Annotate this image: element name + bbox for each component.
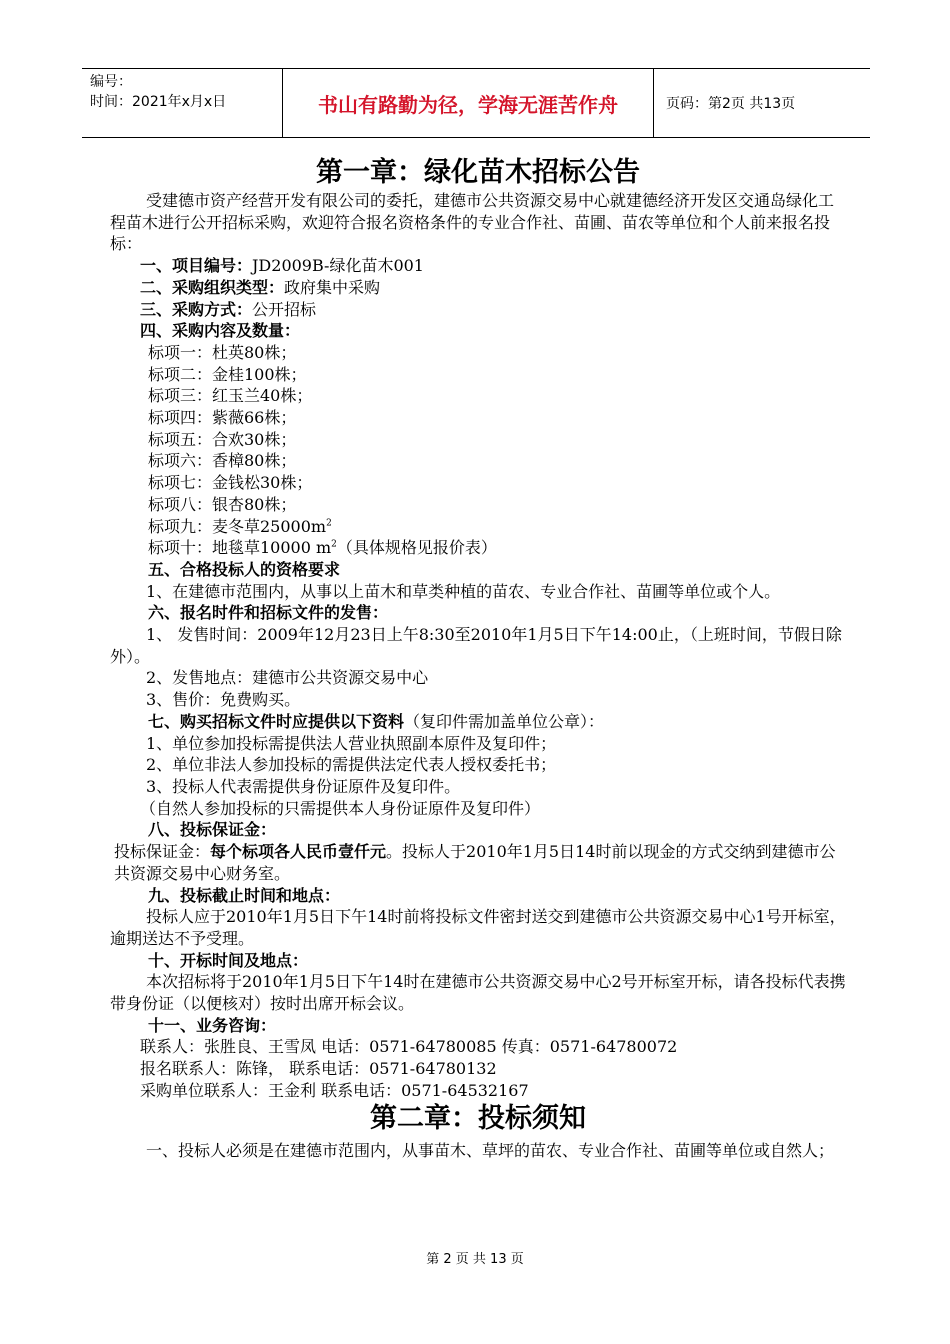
section-5-label: 五、合格投标人的资格要求 bbox=[148, 559, 341, 579]
list-item: 标项三：红玉兰40株； bbox=[148, 386, 313, 406]
page-header bbox=[82, 68, 870, 138]
section-7-p1: 1、单位参加投标需提供法人营业执照副本原件及复印件； bbox=[146, 733, 557, 753]
contact-line-1: 联系人：张胜良、王雪凤 电话：0571-64780085 传真：0571-64780072 bbox=[140, 1037, 678, 1057]
item-list bbox=[110, 342, 846, 559]
section-11-label: 十一、业务咨询： bbox=[148, 1015, 277, 1035]
section-7-label: 七、购买招标文件时应提供以下资料 bbox=[148, 711, 405, 731]
list-item: 标项五：合欢30株； bbox=[148, 429, 297, 449]
section-8-bold: 每个标项各人民币壹仟元 bbox=[210, 842, 387, 862]
section-5-p1: 1、在建德市范围内，从事以上苗木和草类种植的苗农、专业合作社、苗圃等单位或个人。 bbox=[146, 581, 781, 601]
section-6-p1: 1、 发售时间：2009年12月23日上午8:30至2010年1月5日下午14:00止，（上班时间，节假日除外）。 bbox=[110, 625, 842, 666]
section-9-p1: 投标人应于2010年1月5日下午14时前将投标文件密封送交到建德市公共资源交易中心1号开标室，逾期送达不予受理。 bbox=[110, 907, 846, 948]
time-label: 时间：2021年x月x日 bbox=[90, 94, 227, 110]
section-3 bbox=[110, 299, 846, 321]
list-item: 标项六：香樟80株； bbox=[148, 451, 297, 471]
item-9-text: 标项九：麦冬草25000m bbox=[148, 516, 327, 536]
document-body bbox=[110, 156, 846, 1166]
section-7-p4: （自然人参加投标的只需提供本人身份证原件及复印件） bbox=[140, 798, 541, 818]
item-10-tail: （具体规格见报价表） bbox=[336, 538, 497, 558]
list-item: 标项七：金钱松30株； bbox=[148, 473, 313, 493]
code-label: 编号： bbox=[90, 74, 132, 90]
list-item: 标项一：杜英80株； bbox=[148, 342, 297, 362]
section-6-p2: 2、发售地点：建德市公共资源交易中心 bbox=[146, 668, 429, 688]
list-item: 标项二：金桂100株； bbox=[148, 364, 307, 384]
section-6-label: 六、报名时件和招标文件的发售： bbox=[148, 603, 389, 623]
section-1-value: JD2009B-绿化苗木001 bbox=[252, 256, 424, 276]
list-item-9 bbox=[110, 516, 846, 538]
page-footer: 第 2 页 共 13 页 bbox=[426, 1252, 524, 1267]
section-10-label: 十、开标时间及地点： bbox=[148, 950, 309, 970]
section-1 bbox=[110, 255, 846, 277]
header-meta-cell bbox=[82, 69, 283, 137]
section-7-p2: 2、单位非法人参加投标的需提供法定代表人授权委托书； bbox=[146, 755, 557, 775]
section-7 bbox=[110, 711, 846, 733]
section-6-p3: 3、售价：免费购买。 bbox=[146, 690, 301, 710]
chapter2-title: 第二章：投标须知 bbox=[370, 1102, 586, 1134]
list-item: 标项四：紫薇66株； bbox=[148, 408, 297, 428]
section-1-label: 一、项目编号： bbox=[140, 256, 253, 276]
section-9-label: 九、投标截止时间和地点： bbox=[148, 885, 341, 905]
section-3-value: 公开招标 bbox=[252, 299, 317, 319]
section-8-post: 。投标人于2010年1月5日14时前以现金的方式交纳到建德市公共资源交易中心财务室。 bbox=[114, 842, 836, 883]
section-8-p1 bbox=[110, 841, 846, 884]
section-8-pre: 投标保证金： bbox=[114, 842, 211, 862]
contact-line-2: 报名联系人：陈锋， 联系电话：0571-64780132 bbox=[140, 1059, 497, 1079]
section-2-value: 政府集中采购 bbox=[284, 277, 381, 297]
chapter2-p1: 一、投标人必须是在建德市范围内，从事苗木、草坪的苗农、专业合作社、苗圃等单位或自然人； bbox=[146, 1140, 835, 1160]
list-item: 标项八：银杏80株； bbox=[148, 494, 297, 514]
section-2-label: 二、采购组织类型： bbox=[140, 277, 285, 297]
motto: 书山有路勤为径，学海无涯苦作舟 bbox=[283, 69, 654, 137]
section-8-label: 八、投标保证金： bbox=[148, 820, 277, 840]
contact-line-3: 采购单位联系人：王金利 联系电话：0571-64532167 bbox=[140, 1080, 529, 1100]
item-10-sup: 2 bbox=[331, 539, 337, 550]
chapter1-title: 第一章：绿化苗木招标公告 bbox=[316, 157, 640, 188]
item-10-text: 标项十：地毯草10000 m bbox=[148, 538, 332, 558]
section-7-tail: （复印件需加盖单位公章）： bbox=[404, 711, 605, 731]
section-2 bbox=[110, 277, 846, 299]
section-7-p3: 3、投标人代表需提供身份证原件及复印件。 bbox=[146, 776, 461, 796]
item-9-sup: 2 bbox=[326, 518, 332, 529]
section-10-p1: 本次招标将于2010年1月5日下午14时在建德市公共资源交易中心2号开标室开标，请各投标代表携带身份证（以便核对）按时出席开标会议。 bbox=[110, 972, 846, 1014]
intro-paragraph: 受建德市资产经营开发有限公司的委托，建德市公共资源交易中心就建德经济开发区交通岛绿化工程苗木进行公开招标采购，欢迎符合报名资格条件的专业合作社、苗圃、苗农等单位和个人前来报名投标： bbox=[110, 191, 835, 254]
section-4-label: 四、采购内容及数量： bbox=[140, 321, 301, 341]
section-3-label: 三、采购方式： bbox=[140, 299, 253, 319]
list-item-10 bbox=[110, 537, 846, 559]
page-label: 页码：第2页 共13页 bbox=[666, 96, 796, 112]
